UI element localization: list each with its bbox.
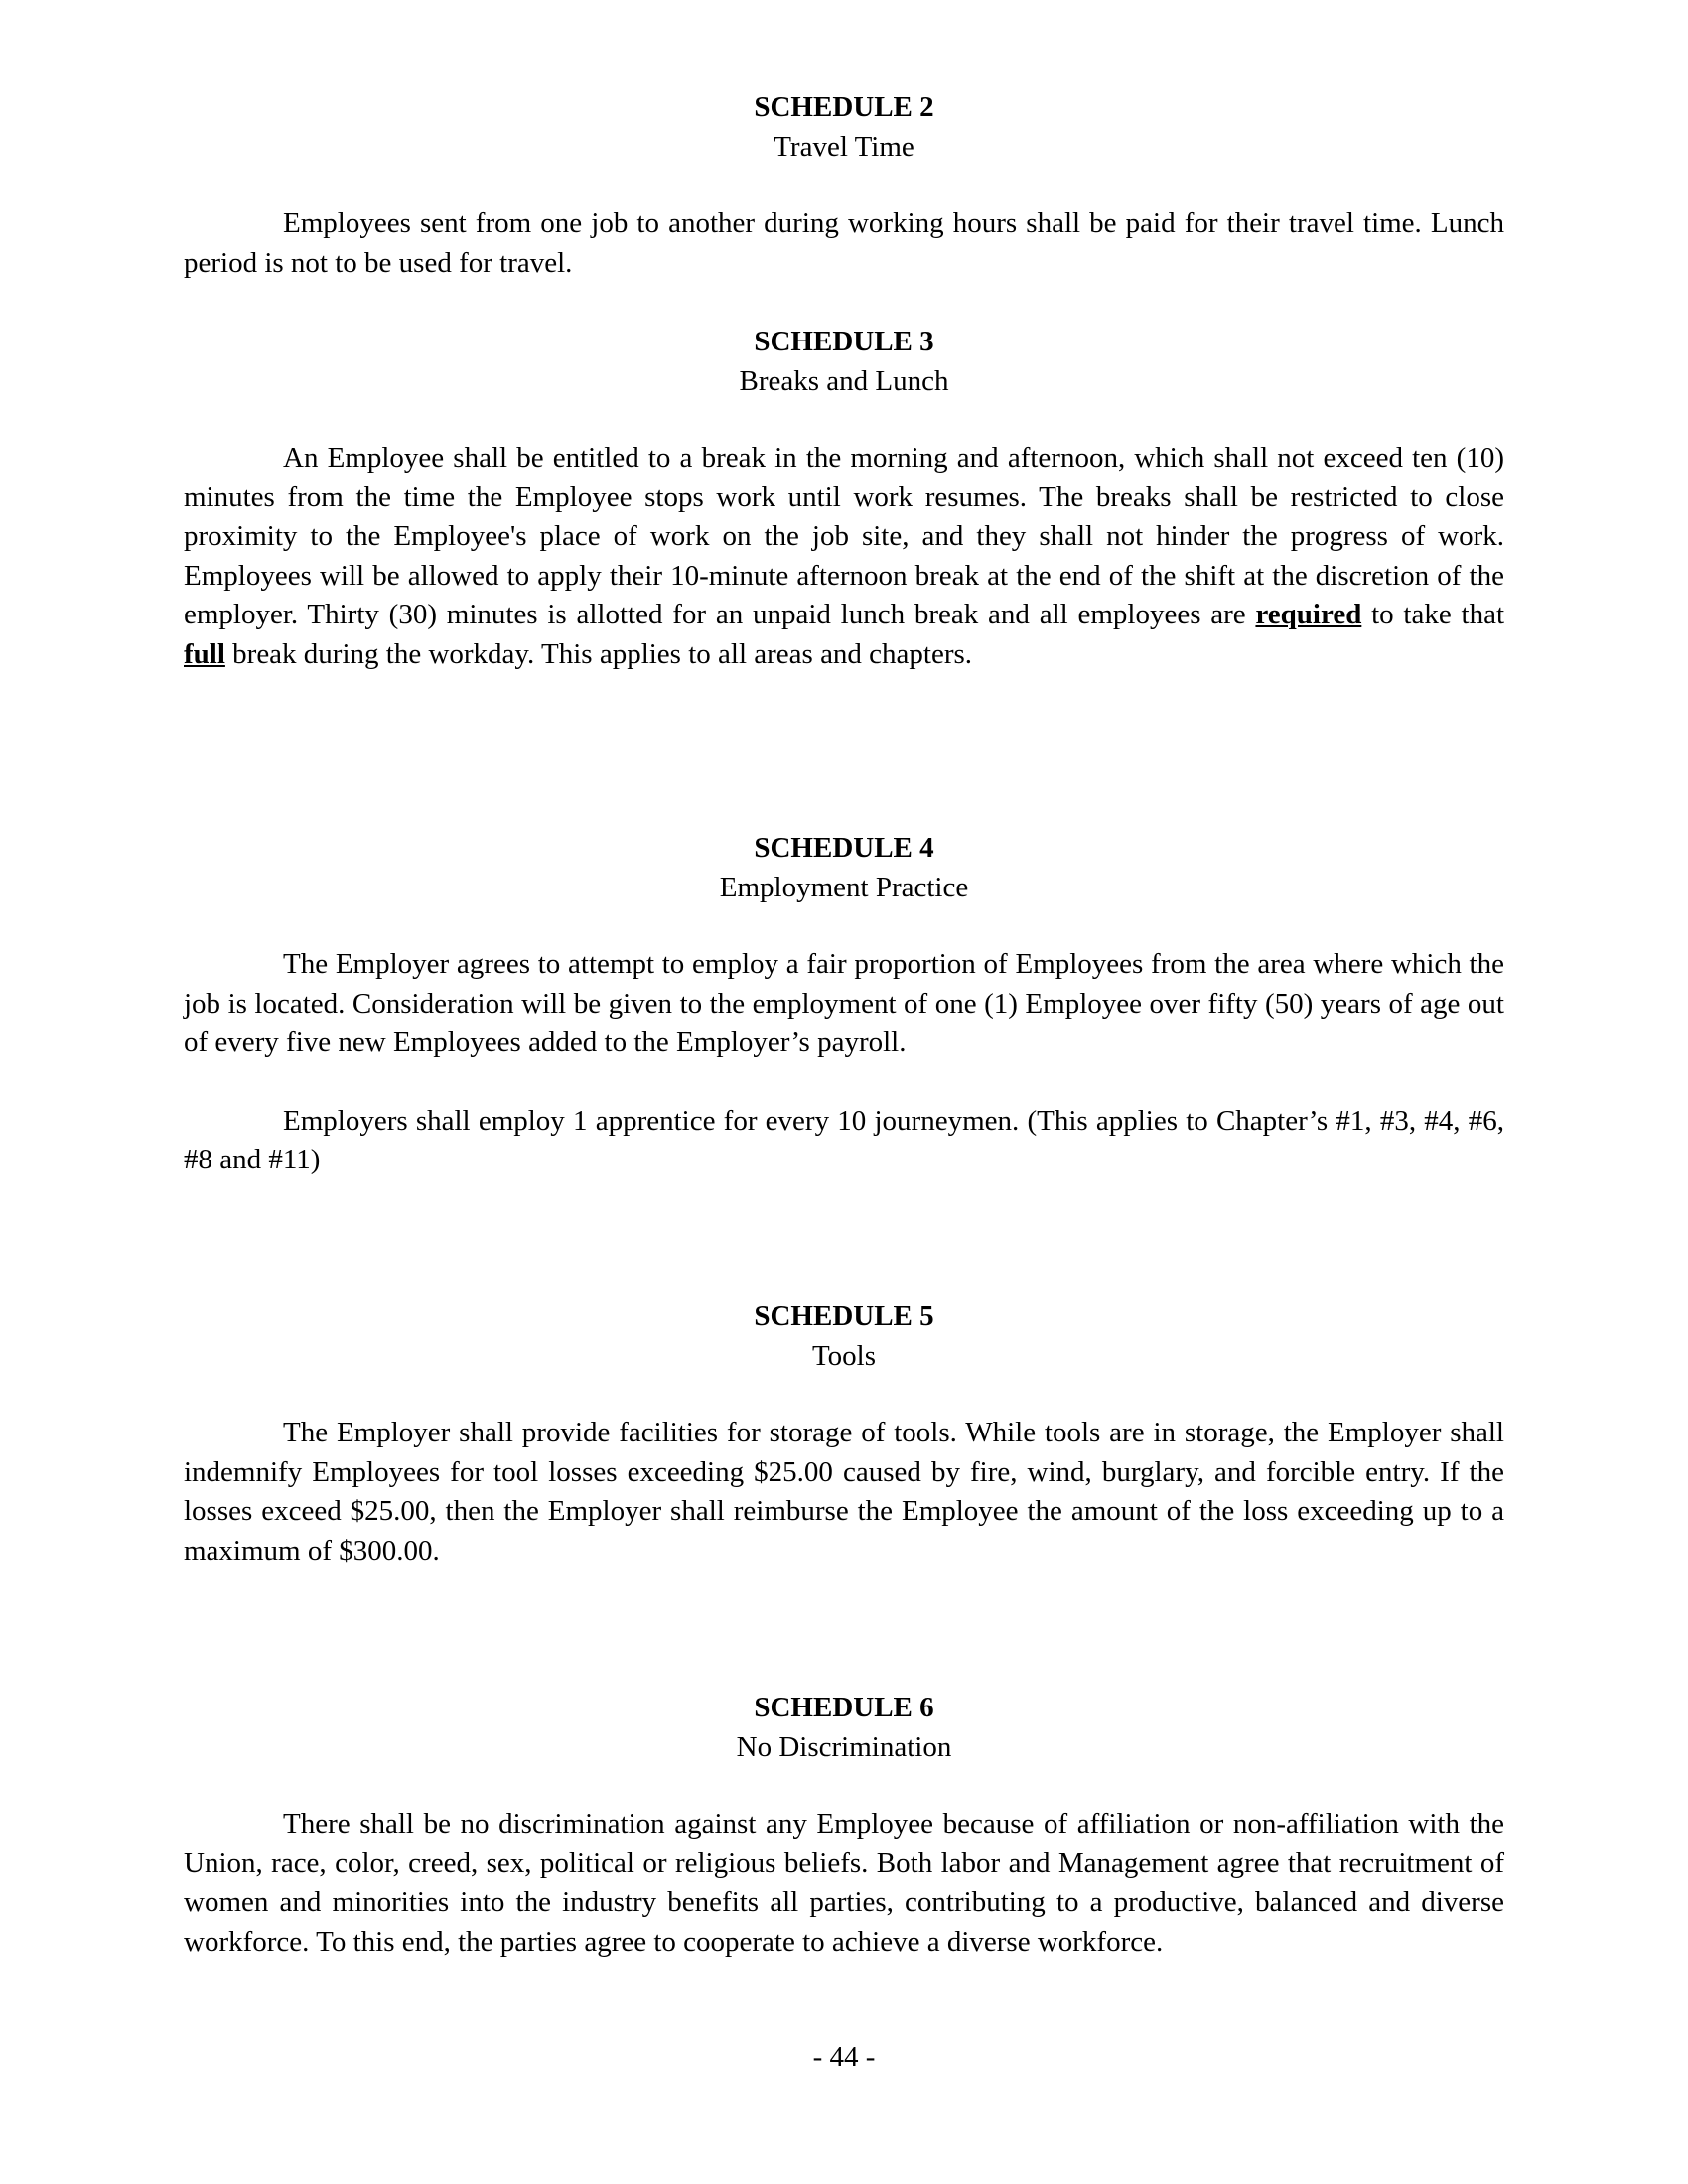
schedule-6-title: SCHEDULE 6 [754, 1692, 934, 1723]
schedule-3-text-part-3: break during the workday. This applies to all areas and chapters. [224, 637, 973, 670]
schedule-6-section [184, 1688, 1504, 1962]
schedule-2-section [184, 87, 1504, 283]
schedule-3-title: SCHEDULE 3 [754, 326, 934, 357]
schedule-3-subtitle: Breaks and Lunch [739, 365, 949, 397]
schedule-3-paragraph [184, 439, 1504, 674]
schedule-4-paragraph-2: Employers shall employ 1 apprentice for every 10 journeymen. (This applies to Chapter’s #1, #3, #4, #6, #8 and #11) [184, 1104, 1504, 1175]
schedule-5-title: SCHEDULE 5 [754, 1300, 934, 1332]
schedule-2-subtitle: Travel Time [774, 131, 914, 163]
required-emphasis: required [1255, 599, 1362, 630]
schedule-5-paragraph: The Employer shall provide facilities for storage of tools. While tools are in storage, the Employer shall indemnify Employees for tool losses exceeding $25.00 caused by fire, wind, burglary, and forcible entry. If the losses exceed $25.00, then the Employer shall reimburse the Employee the amount of the loss exceeding up to a maximum of $300.00. [184, 1417, 1504, 1567]
schedule-5-subtitle: Tools [811, 1340, 877, 1372]
schedule-4-section [184, 828, 1504, 1180]
schedule-4-subtitle: Employment Practice [719, 872, 969, 903]
schedule-5-section [184, 1297, 1504, 1570]
page-number: - 44 - [812, 2041, 876, 2073]
schedule-3-text-part-2: to take that [1361, 599, 1504, 630]
schedule-4-paragraph-1: The Employer agrees to attempt to employ a fair proportion of Employees from the area where which the job is located. Consideration will be given to the employment of one (1) Employee over fifty (50) years of age out of every five new Employees added to the Employer’s payroll. [184, 948, 1504, 1058]
schedule-6-subtitle: No Discrimination [736, 1731, 952, 1763]
full-emphasis: full [184, 637, 225, 670]
schedule-4-title: SCHEDULE 4 [754, 832, 934, 864]
schedule-2-title: SCHEDULE 2 [754, 91, 934, 123]
schedule-2-paragraph: Employees sent from one job to another during working hours shall be paid for their travel time. Lunch period is not to be used for travel. [184, 207, 1504, 279]
schedule-3-text-part-1: An Employee shall be entitled to a break in the morning and afternoon, which shall not exceed ten (10) minutes from the time the Employee stops work until work resumes. The breaks shall be restricted to close proximity to the Employee's place of work on the job site, and they shall not hinder the progress of work. Employees will be allowed to apply their 10-minute afternoon break at the end of the shift at the discretion of the employer. Thirty (30) minutes is allotted for an unpaid lunch break and all employees are [184, 442, 1504, 630]
schedule-6-paragraph: There shall be no discrimination against any Employee because of affiliation or non-affiliation with the Union, race, color, creed, sex, political or religious beliefs. Both labor and Management agree that recruitment of women and minorities into the industry benefits all parties, contributing to a productive, balanced and diverse workforce. To this end, the parties agree to cooperate to achieve a diverse workforce. [184, 1808, 1504, 1958]
schedule-3-section [184, 322, 1504, 674]
